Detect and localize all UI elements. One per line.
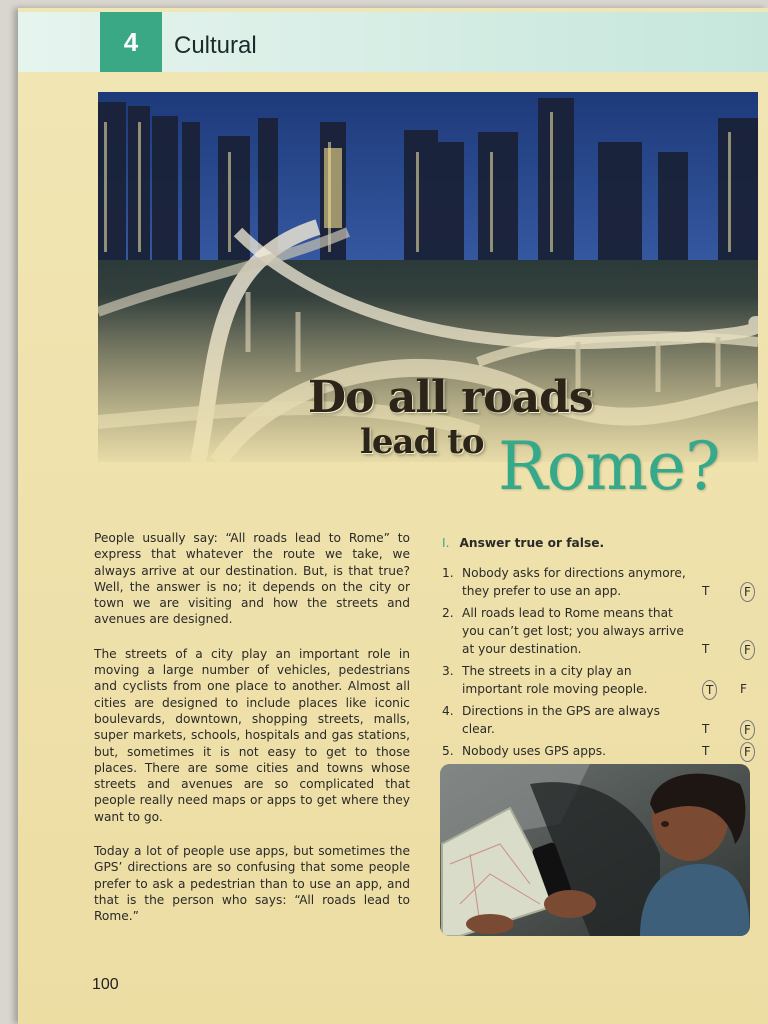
unit-number: 4 [123,26,139,57]
item-statement: Nobody asks for directions anymore, they prefer to use an app. [462,566,686,598]
exercise-item-5 [442,742,760,760]
true-option[interactable]: T [702,642,710,656]
item-statement: All roads lead to Rome means that you can’t get lost; you always arrive at your destination. [462,606,684,656]
textbook-page [18,8,768,1024]
item-statement: The streets in a city play an important role moving people. [462,664,648,696]
false-option-circled[interactable]: F [740,582,755,602]
true-false-options [700,680,760,698]
true-false-options [700,640,760,658]
true-option[interactable]: T [702,722,710,736]
article-paragraph-3: Today a lot of people use apps, but sometimes the GPS’ directions are so confusing that some people prefer to ask a pedestrian than to use an app, and that is the person who says: “All roads lead to Rome.” [94,844,410,924]
true-option-circled[interactable]: T [702,680,717,700]
article-paragraph-1: People usually say: “All roads lead to Rome” to express that whatever the route we take, we always arrive at our destination. But, is that true? Well, the answer is no; it depends on the city or town we are visiting and how the streets and avenues are designed. [94,531,410,627]
headline-line-1: Do all roads [308,372,593,423]
true-false-exercise [442,536,760,764]
headline-line-2: lead to [360,422,484,462]
item-number: 2. [442,606,454,620]
exercise-number: I. [442,536,450,550]
item-number: 4. [442,704,454,718]
item-statement: Directions in the GPS are always clear. [462,704,660,736]
article-body [94,530,410,943]
true-option[interactable]: T [702,584,710,598]
false-option-circled[interactable]: F [740,742,755,762]
true-false-options [700,720,760,738]
true-false-options [700,582,760,600]
false-option[interactable]: F [740,682,747,696]
article-paragraph-2: The streets of a city play an important role in moving a large number of vehicles, pedestrians and cyclists from one place to another. Almost all cities are designed to include places like iconic boulevards, downtown, shopping streets, malls, super markets, schools, hospitals and gas stations, but, sometimes it is not easy to get to those places. There are some cities and towns whose streets and avenues are so complicated that people really need maps or apps to get where they want to go. [94,646,410,824]
item-number: 3. [442,664,454,678]
true-false-options [700,742,760,760]
exercise-heading [442,536,760,550]
section-title: Cultural [174,32,257,59]
false-option-circled[interactable]: F [740,640,755,660]
exercise-item-2 [442,604,760,658]
exercise-item-1 [442,564,760,600]
girl-with-map-photo [440,764,750,936]
false-option-circled[interactable]: F [740,720,755,740]
item-number: 5. [442,744,454,758]
exercise-item-4 [442,702,760,738]
item-statement: Nobody uses GPS apps. [462,744,606,758]
true-option[interactable]: T [702,744,710,758]
unit-number-badge [100,12,162,72]
page-number: 100 [92,976,119,993]
item-number: 1. [442,566,454,580]
exercise-item-3 [442,662,760,698]
exercise-instruction: Answer true or false. [459,536,605,550]
headline-rome: Rome? [498,428,720,505]
